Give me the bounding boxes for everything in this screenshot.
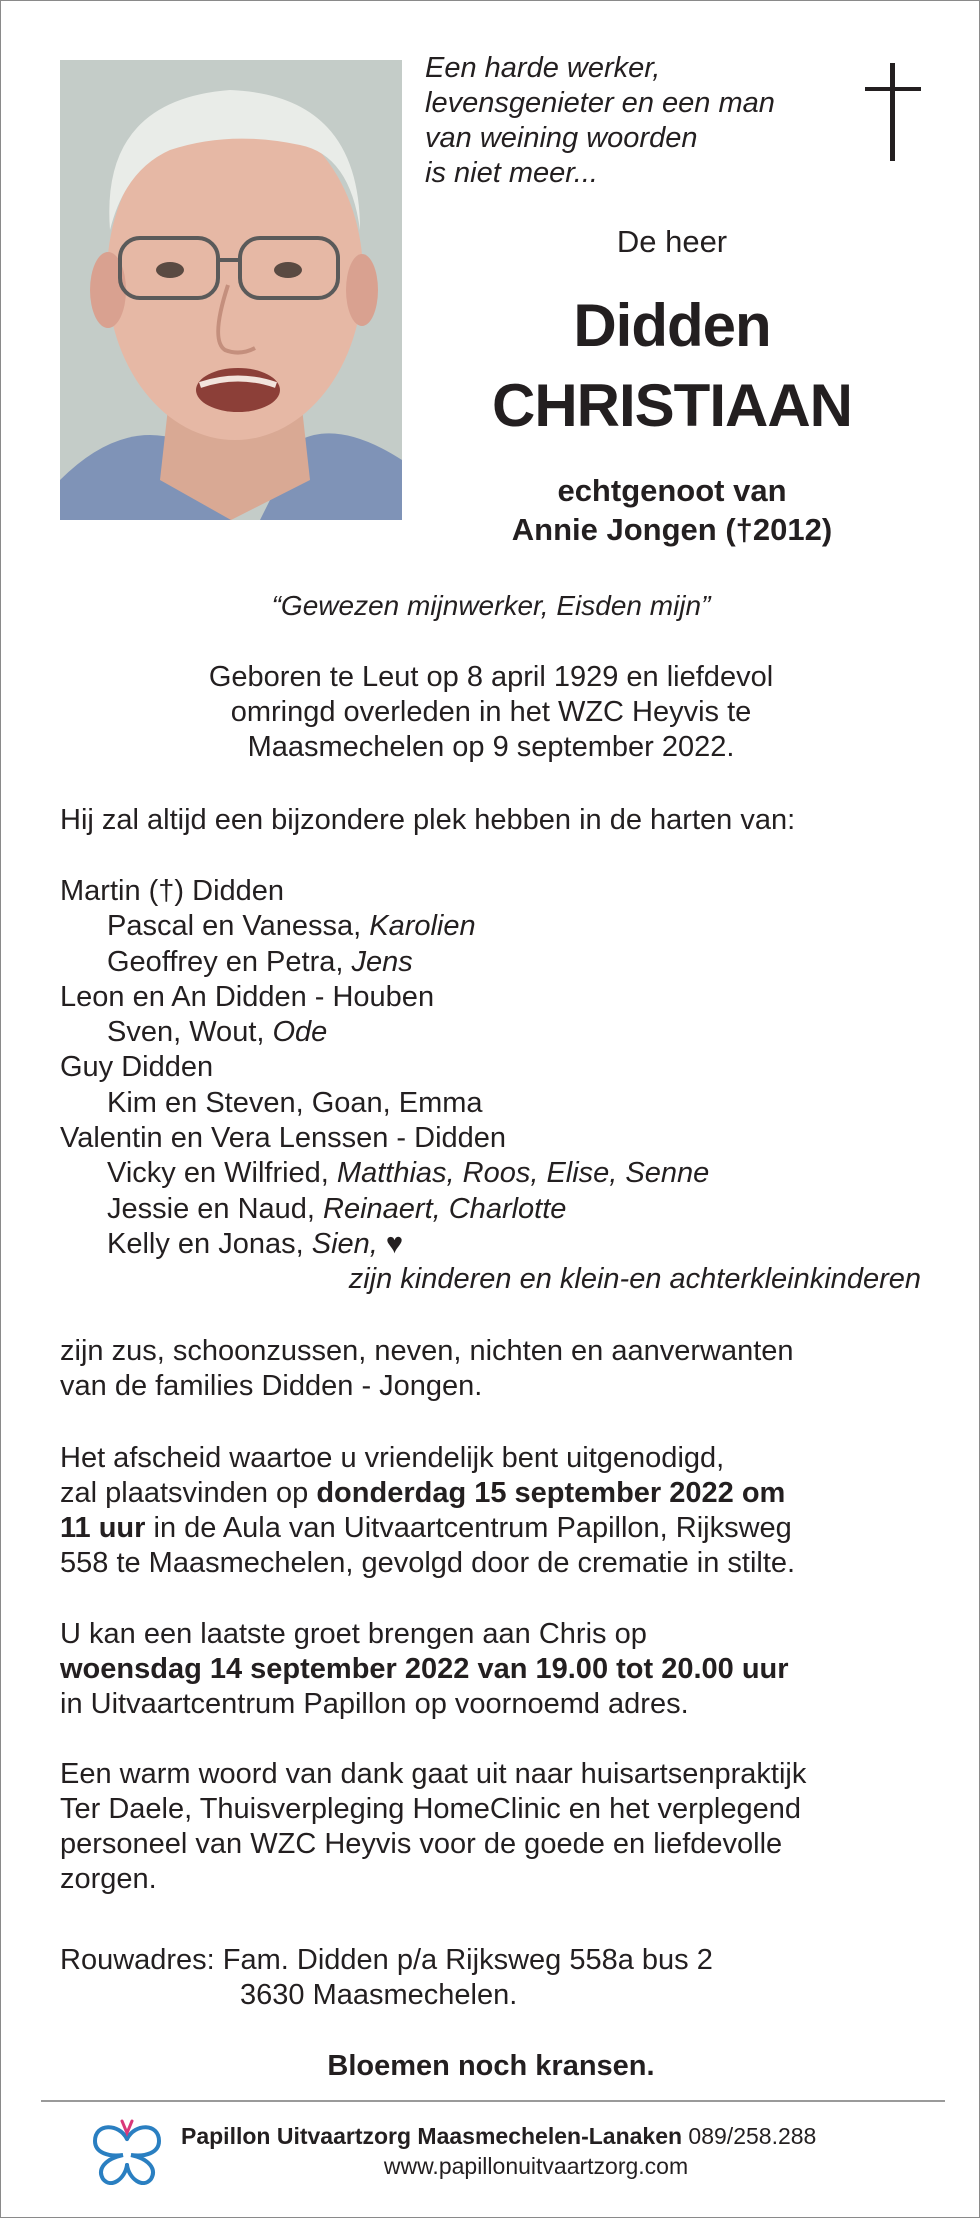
family-list (60, 874, 940, 1298)
relatives-line: zijn zus, schoonzussen, neven, nichten en aanverwanten (60, 1335, 794, 1367)
farewell-line (60, 1476, 940, 1511)
spouse-line: echtgenoot van (557, 473, 787, 508)
farewell-date: donderdag 15 september 2022 om (316, 1477, 786, 1509)
occupation: “Gewezen mijnwerker, Eisden mijn” (271, 590, 711, 621)
family-name: Martin (†) Didden (60, 875, 285, 907)
butterfly-logo-icon (89, 2117, 165, 2189)
family-row (60, 1192, 940, 1227)
birth-death-info (60, 660, 922, 765)
intro-quote (425, 51, 825, 191)
visit-info (60, 1617, 940, 1722)
thanks-line: Ter Daele, Thuisverpleging HomeClinic en het verplegend (60, 1793, 801, 1825)
grandchildren: Ode (272, 1016, 328, 1049)
visit-date: woensdag 14 september 2022 van 19.00 tot 20.00 uur (60, 1653, 789, 1685)
family-name: Guy Didden (60, 1051, 214, 1084)
quote-line: van weining woorden (425, 122, 698, 154)
family-name: Leon en An Didden - Houben (60, 980, 435, 1013)
farewell-info (60, 1441, 940, 1581)
grandchildren: Karolien (369, 910, 476, 943)
born-line: Maasmechelen op 9 september 2022. (247, 731, 735, 763)
family-row (60, 1050, 940, 1085)
born-line: omringd overleden in het WZC Heyvis te (230, 696, 752, 728)
quote-line: levensgenieter en een man (425, 87, 775, 119)
quote-line: Een harde werker, (425, 52, 661, 84)
grandchildren: Sien, (311, 1227, 378, 1260)
visit-line: U kan een laatste groet brengen aan Chris op (60, 1618, 647, 1650)
hearts-intro: Hij zal altijd een bijzondere plek hebben in de harten van: (60, 804, 796, 836)
portrait-illustration (60, 60, 402, 520)
farewell-text: in de Aula van Uitvaartcentrum Papillon, Rijksweg (145, 1512, 792, 1544)
family-name: Geoffrey en Petra, (107, 945, 352, 978)
funeral-home-website[interactable]: www.papillonuitvaartzorg.com (383, 2153, 689, 2179)
relatives (60, 1334, 940, 1404)
family-row (60, 980, 940, 1015)
farewell-text: zal plaatsvinden op (60, 1477, 317, 1509)
family-name: Kelly en Jonas, (107, 1227, 312, 1260)
heart-icon: ♥ (385, 1227, 404, 1260)
quote-line: is niet meer... (425, 157, 598, 189)
grandchildren: Matthias, Roos, Elise, Senne (336, 1157, 710, 1190)
spouse-info (401, 471, 943, 549)
family-name: Vicky en Wilfried, (107, 1157, 337, 1190)
cross-icon (865, 63, 921, 161)
family-name: Sven, Wout, (107, 1016, 273, 1049)
thanks-message (60, 1757, 940, 1897)
footer-divider (41, 2100, 945, 2102)
family-row (60, 874, 940, 909)
spouse-line: Annie Jongen (†2012) (511, 512, 833, 547)
thanks-line: Een warm woord van dank gaat uit naar huisartsenpraktijk (60, 1758, 807, 1790)
farewell-line: Het afscheid waartoe u vriendelijk bent uitgenodigd, (60, 1442, 725, 1474)
farewell-line: 558 te Maasmechelen, gevolgd door de crematie in stilte. (60, 1547, 796, 1579)
deceased-firstname: CHRISTIAAN (492, 372, 852, 439)
deceased-surname: Didden (573, 292, 771, 359)
grandchildren: Jens (351, 945, 413, 978)
family-name: Valentin en Vera Lenssen - Didden (60, 1122, 507, 1155)
funeral-home-name: Papillon Uitvaartzorg Maasmechelen-Lanaken (181, 2123, 683, 2149)
grandchildren: Reinaert, Charlotte (323, 1192, 567, 1225)
family-row (60, 1086, 940, 1121)
funeral-home-phone: 089/258.288 (682, 2123, 817, 2149)
flowers-notice: Bloemen noch kransen. (327, 2050, 655, 2082)
family-name: Jessie en Naud, (107, 1192, 324, 1225)
family-row (60, 909, 940, 944)
funeral-home-line (181, 2123, 816, 2150)
farewell-line (60, 1511, 940, 1546)
mourning-address (60, 1943, 713, 2013)
family-row (60, 1121, 940, 1156)
family-row (60, 1156, 940, 1191)
family-row (60, 1015, 940, 1050)
thanks-line: zorgen. (60, 1863, 157, 1895)
address-line: Rouwadres: Fam. Didden p/a Rijksweg 558a bus 2 (60, 1944, 713, 1976)
visit-line: in Uitvaartcentrum Papillon op voornoemd adres. (60, 1688, 689, 1720)
address-line: 3630 Maasmechelen. (240, 1979, 518, 2011)
family-summary: zijn kinderen en klein-en achterkleinkinderen (348, 1263, 921, 1296)
family-row (60, 945, 940, 980)
family-name: Pascal en Vanessa, (107, 910, 370, 943)
portrait-photo (60, 60, 402, 520)
thanks-line: personeel van WZC Heyvis voor de goede en liefdevolle (60, 1828, 783, 1860)
honorific: De heer (616, 224, 728, 259)
born-line: Geboren te Leut op 8 april 1929 en liefdevol (208, 661, 774, 693)
family-name: Kim en Steven, Goan, Emma (107, 1086, 483, 1119)
visit-datetime (60, 1652, 940, 1687)
family-row (60, 1227, 940, 1262)
farewell-time: 11 uur (60, 1512, 146, 1544)
relatives-line: van de families Didden - Jongen. (60, 1370, 483, 1402)
